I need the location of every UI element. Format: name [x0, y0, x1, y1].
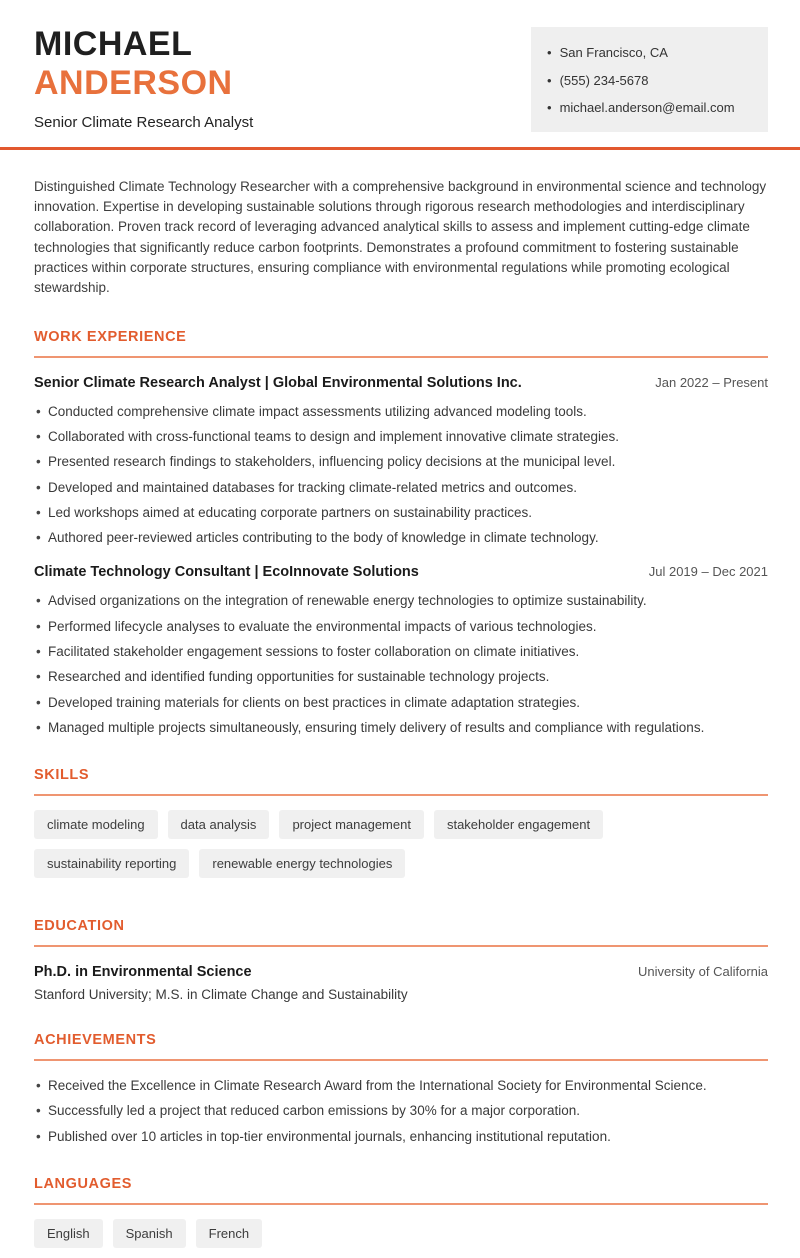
achievements-heading: ACHIEVEMENTS — [34, 1032, 768, 1061]
content — [0, 177, 800, 1258]
work-experience-heading: WORK EXPERIENCE — [34, 329, 768, 358]
job-bullet-list — [34, 404, 768, 548]
job-bullet-item: • Researched and identified funding opportunities for sustainable technology projects. — [34, 669, 768, 686]
skill-tag: data analysis — [168, 810, 270, 839]
job-bullet-item: • Collaborated with cross-functional teams to design and implement innovative climate strategies. — [34, 429, 768, 446]
job-bullet-item: • Advised organizations on the integration of renewable energy technologies to optimize sustainability. — [34, 593, 768, 610]
section-work-experience — [34, 329, 768, 738]
job-title: Senior Climate Research Analyst | Global Environmental Solutions Inc. — [34, 374, 522, 391]
skill-tag: sustainability reporting — [34, 849, 189, 878]
job-bullet-item: • Managed multiple projects simultaneously, ensuring timely delivery of results and compliance with regulations. — [34, 720, 768, 737]
job-bullet-item: • Presented research findings to stakeholders, influencing policy decisions at the municipal level. — [34, 454, 768, 471]
job-bullet-item: • Led workshops aimed at educating corporate partners on sustainability practices. — [34, 505, 768, 522]
skills-heading: SKILLS — [34, 767, 768, 796]
contact-text: (555) 234-5678 — [559, 72, 649, 88]
language-tag: Spanish — [113, 1219, 186, 1248]
job-title: Climate Technology Consultant | EcoInnovate Solutions — [34, 564, 419, 581]
job-bullet-item: • Facilitated stakeholder engagement sessions to foster collaboration on climate initiatives. — [34, 644, 768, 661]
section-skills — [34, 767, 768, 888]
section-languages — [34, 1176, 768, 1258]
section-achievements — [34, 1032, 768, 1146]
education-heading: EDUCATION — [34, 918, 768, 947]
job-entry — [34, 375, 768, 548]
bullet-dot-icon: • — [547, 100, 552, 116]
degree-title: Ph.D. in Environmental Science — [34, 964, 252, 981]
job-bullet-item: • Performed lifecycle analyses to evaluate the environmental impacts of various technologies. — [34, 619, 768, 636]
summary-paragraph: Distinguished Climate Technology Researcher with a comprehensive background in environmental science and technology innovation. Expertise in developing sustainable solutions through rigorous research methodologies and interdisciplinary collaboration. Proven track record of leveraging advanced analytical skills to assess and implement cutting-edge climate technologies that significantly reduce carbon footprints. Demonstrates a profound commitment to fostering sustainable practices within corporate structures, ensuring compliance with environmental regulations while promoting ecological stewardship. — [34, 178, 767, 296]
contact-card — [531, 27, 768, 132]
skill-tag: climate modeling — [34, 810, 158, 839]
last-name: ANDERSON — [34, 64, 233, 102]
section-education — [34, 918, 768, 1002]
job-bullet-item: • Conducted comprehensive climate impact assessments utilizing advanced modeling tools. — [34, 404, 768, 421]
education-entry — [34, 964, 768, 980]
contact-item — [547, 100, 752, 116]
achievement-bullet-item: • Received the Excellence in Climate Research Award from the International Society for Environmental Science. — [34, 1078, 768, 1095]
contact-text: michael.anderson@email.com — [559, 100, 735, 116]
job-dates: Jul 2019 – Dec 2021 — [648, 564, 768, 580]
education-details: Stanford University; M.S. in Climate Change and Sustainability — [34, 987, 408, 1003]
skill-tag: project management — [279, 810, 424, 839]
job-header — [34, 375, 768, 391]
languages-tag-list — [34, 1219, 768, 1258]
header-divider — [0, 147, 800, 150]
bullet-dot-icon: • — [547, 72, 552, 88]
bullet-dot-icon: • — [547, 45, 552, 60]
achievement-bullet-item: • Published over 10 articles in top-tier environmental journals, enhancing institutional reputation. — [34, 1129, 768, 1146]
job-header — [34, 564, 768, 580]
identity-block — [34, 27, 253, 131]
achievements-bullet-list — [34, 1078, 768, 1146]
contact-text: San Francisco, CA — [559, 45, 668, 60]
achievement-bullet-item: • Successfully led a project that reduced carbon emissions by 30% for a major corporation. — [34, 1103, 768, 1120]
job-bullet-item: • Developed and maintained databases for tracking climate-related metrics and outcomes. — [34, 480, 768, 497]
job-bullet-item: • Authored peer-reviewed articles contributing to the body of knowledge in climate technology. — [34, 530, 768, 547]
job-entry — [34, 564, 768, 737]
contact-item — [547, 45, 752, 61]
skill-tag: stakeholder engagement — [434, 810, 603, 839]
job-bullet-item: • Developed training materials for clients on best practices in climate adaptation strategies. — [34, 695, 768, 712]
institution-name: University of California — [637, 964, 768, 980]
job-role-subtitle: Senior Climate Research Analyst — [34, 114, 254, 131]
contact-item — [547, 73, 752, 89]
job-dates: Jan 2022 – Present — [655, 374, 768, 390]
first-name: MICHAEL — [34, 25, 193, 63]
languages-heading: LANGUAGES — [34, 1176, 768, 1205]
job-bullet-list — [34, 593, 768, 737]
skill-tag: renewable energy technologies — [199, 849, 405, 878]
skills-tag-list — [34, 810, 768, 888]
language-tag: English — [34, 1219, 103, 1248]
header — [0, 0, 800, 132]
language-tag: French — [196, 1219, 262, 1248]
